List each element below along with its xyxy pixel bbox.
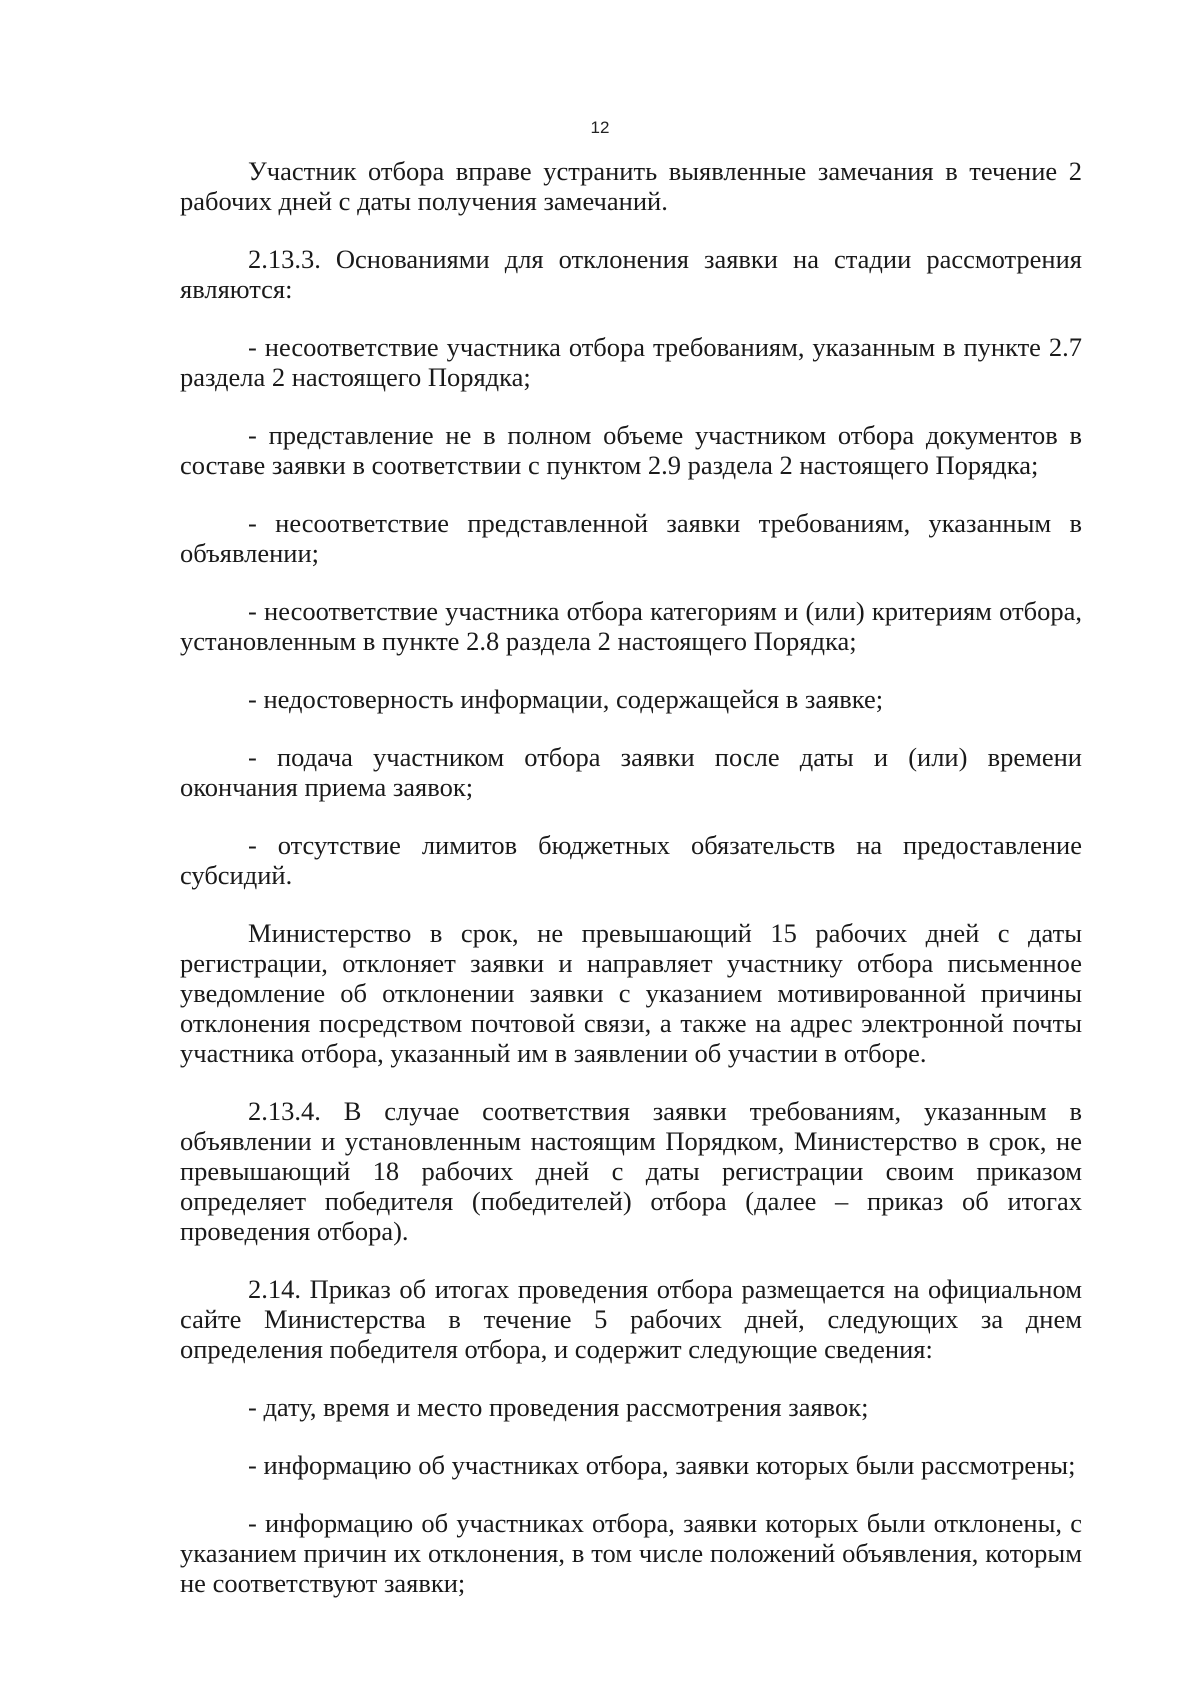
list-item-unreliable-information: - недостоверность информации, содержащейся в заявке;: [248, 684, 884, 714]
list-item-reviewed-participants: - информацию об участниках отбора, заявки которых были рассмотрены;: [248, 1450, 1076, 1480]
list-item-categories-criteria: - несоответствие участника отбора категориям и (или) критериям отбора, установленным в пункте 2.8 раздела 2 настоящего Порядка;: [180, 596, 1082, 656]
list-item-application-requirements: - несоответствие представленной заявки требованиям, указанным в объявлении;: [180, 508, 1082, 568]
page-number: 12: [590, 118, 610, 137]
list-item-participant-requirements: - несоответствие участника отбора требованиям, указанным в пункте 2.7 раздела 2 настоящего Порядка;: [180, 332, 1082, 392]
paragraph-2-14-order: 2.14. Приказ об итогах проведения отбора размещается на официальном сайте Министерства в течение 5 рабочих дней, следующих за днем определения победителя отбора, и содержит следующие сведения:: [180, 1274, 1082, 1364]
list-item-date-time-place: - дату, время и место проведения рассмотрения заявок;: [248, 1392, 869, 1422]
paragraph-2-13-3-grounds: 2.13.3. Основаниями для отклонения заявки на стадии рассмотрения являются:: [180, 244, 1082, 304]
document-body: [180, 156, 1082, 1626]
list-item-no-budget-limits: - отсутствие лимитов бюджетных обязательств на предоставление субсидий.: [180, 830, 1082, 890]
list-item-late-submission: - подача участником отбора заявки после даты и (или) времени окончания приема заявок;: [180, 742, 1082, 802]
list-item-incomplete-documents: - представление не в полном объеме участником отбора документов в составе заявки в соответствии с пунктом 2.9 раздела 2 настоящего Порядка;: [180, 420, 1082, 480]
paragraph-2-13-4-winner: 2.13.4. В случае соответствия заявки требованиям, указанным в объявлении и установленным настоящим Порядком, Министерство в срок, не превышающий 18 рабочих дней с даты регистрации своим приказом определяет победителя (победителей) отбора (далее – приказ об итогах проведения отбора).: [180, 1096, 1082, 1246]
paragraph-ministry-rejection: Министерство в срок, не превышающий 15 рабочих дней с даты регистрации, отклоняет заявки и направляет участнику отбора письменное уведомление об отклонении заявки с указанием мотивированной причины отклонения посредством почтовой связи, а также на адрес электронной почты участника отбора, указанный им в заявлении об участии в отборе.: [180, 918, 1082, 1068]
paragraph-eliminate-remarks: Участник отбора вправе устранить выявленные замечания в течение 2 рабочих дней с даты получения замечаний.: [180, 156, 1082, 216]
list-item-rejected-participants: - информацию об участниках отбора, заявки которых были отклонены, с указанием причин их отклонения, в том числе положений объявления, которым не соответствуют заявки;: [180, 1508, 1082, 1598]
